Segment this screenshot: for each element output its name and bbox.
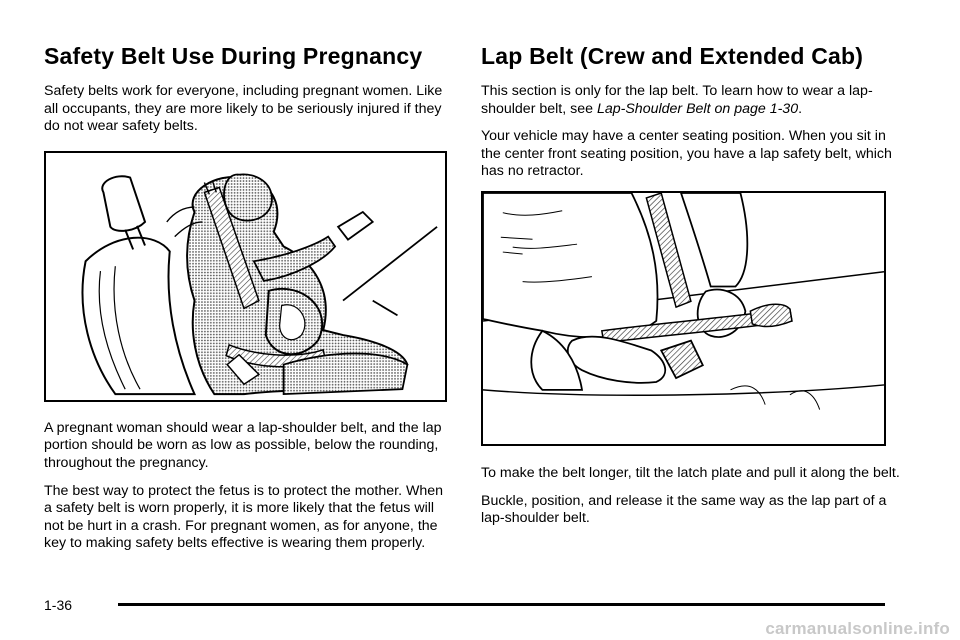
pregnancy-belt-illustration: [44, 151, 447, 402]
paragraph: Your vehicle may have a center seating position. When you sit in the center front seating position, you have a lap safety belt, which has no retractor.: [481, 128, 892, 180]
pregnant-woman-seatbelt-drawing: [46, 153, 445, 400]
section-title-pregnancy: Safety Belt Use During Pregnancy: [44, 43, 423, 69]
watermark: carmanualsonline.info: [765, 619, 950, 638]
right-column: [481, 42, 901, 538]
paragraph: This section is only for the lap belt. To learn how to wear a lap-shoulder belt, see Lap-Shoulder Belt on page 1-30.: [481, 83, 873, 117]
paragraph: A pregnant woman should wear a lap-shoulder belt, and the lap portion should be worn as low as possible, below the rounding, throughout the pregnancy.: [44, 419, 442, 471]
page-number: 1-36: [44, 597, 73, 613]
section-title-lap-belt: Lap Belt (Crew and Extended Cab): [481, 43, 864, 69]
paragraph: To make the belt longer, tilt the latch plate and pull it along the belt.: [481, 464, 900, 481]
paragraph: Safety belts work for everyone, including pregnant women. Like all occupants, they are more likely to be seriously injured if they do not wear safety belts.: [44, 83, 443, 135]
paragraph: Buckle, position, and release it the same way as the lap part of a lap-shoulder belt.: [481, 492, 887, 527]
cross-reference: Lap-Shoulder Belt on page 1-30: [596, 100, 799, 117]
left-column: [44, 42, 450, 563]
paragraph: The best way to protect the fetus is to protect the mother. When a safety belt is worn properly, it is more likely that the fetus will not be hurt in a crash. For pregnant women, as for anyone, the key to making safety belts effective is wearing them properly.: [44, 482, 444, 552]
lap-belt-illustration: [481, 191, 886, 446]
lap-belt-hands-drawing: [483, 193, 884, 444]
footer-rule: [118, 603, 885, 606]
